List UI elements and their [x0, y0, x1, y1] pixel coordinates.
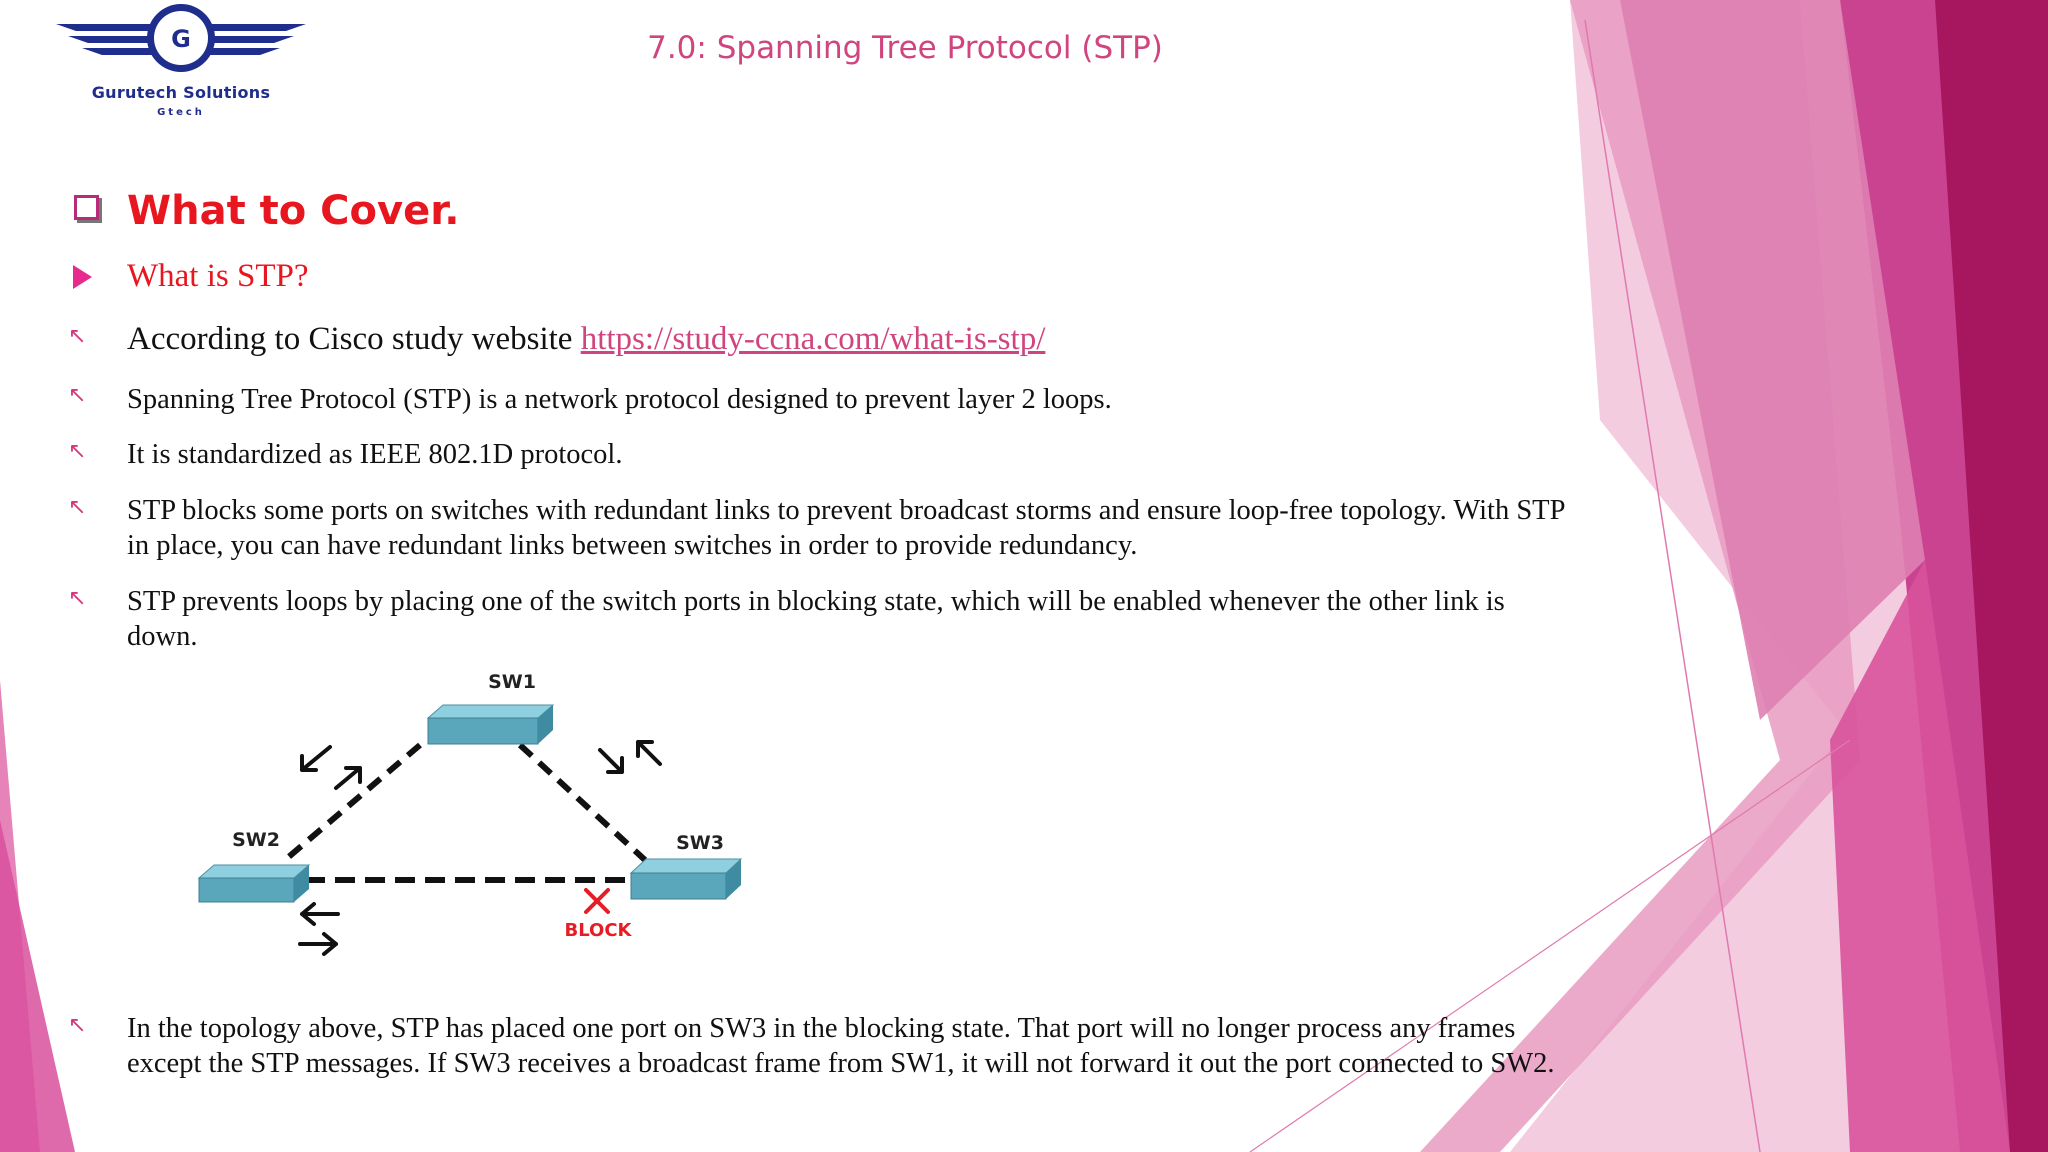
source-text: According to Cisco study website: [127, 321, 581, 357]
switch-label: SW2: [232, 829, 280, 851]
switch-label: SW1: [488, 671, 536, 693]
bullet-item: In the topology above, STP has placed one port on SW3 in the blocking state. That port will no longer process any frames except the STP messages. If SW3 receives a broadcast frame from SW1, it will not forward it out the port connected to SW2.: [127, 1013, 1555, 1079]
bullet-item: STP blocks some ports on switches with redundant links to prevent broadcast storms and ensure loop-free topology. With STP in place, you can have redundant links between switches in order to provide redundancy.: [127, 495, 1565, 561]
wings-logo-icon: [56, 0, 306, 80]
arrow-bullet-icon: ↖: [68, 383, 87, 408]
block-label: BLOCK: [564, 920, 632, 941]
checkbox-bullet-icon: [74, 195, 99, 220]
block-x-icon: [586, 890, 608, 912]
arrow-bullet-icon: ↖: [68, 324, 87, 349]
arrow-bullet-icon: ↖: [68, 586, 87, 611]
arrow-bullet-icon: ↖: [68, 1013, 87, 1038]
logo-tagline: Gtech: [157, 107, 205, 118]
switch-sw2-icon: [199, 865, 309, 902]
source-line: [127, 322, 1567, 357]
source-link[interactable]: https://study-ccna.com/what-is-stp/: [580, 321, 1046, 357]
triangle-bullet-icon: [73, 265, 92, 289]
arrow-bullet-icon: ↖: [68, 495, 87, 520]
arrow-bullet-icon: ↖: [68, 439, 87, 464]
switch-label: SW3: [676, 832, 724, 854]
logo-letter: G: [171, 25, 191, 53]
logo-company-name: Gurutech Solutions: [91, 83, 271, 102]
slide-title: 7.0: Spanning Tree Protocol (STP): [647, 30, 1163, 66]
company-logo: [56, 0, 306, 125]
link-sw1-sw2: [285, 745, 420, 860]
switch-sw1-icon: [428, 705, 553, 744]
bullet-item: Spanning Tree Protocol (STP) is a network protocol designed to prevent layer 2 loops.: [127, 384, 1112, 415]
bullet-item: It is standardized as IEEE 802.1D protocol.: [127, 439, 623, 470]
section-heading: What to Cover.: [127, 188, 460, 234]
stp-topology-diagram: [190, 660, 770, 970]
bullet-item: STP prevents loops by placing one of the switch ports in blocking state, which will be enabled whenever the other link is down.: [127, 586, 1505, 652]
subheading: What is STP?: [127, 258, 309, 294]
switch-sw3-icon: [631, 859, 741, 899]
link-sw1-sw3: [520, 745, 645, 860]
